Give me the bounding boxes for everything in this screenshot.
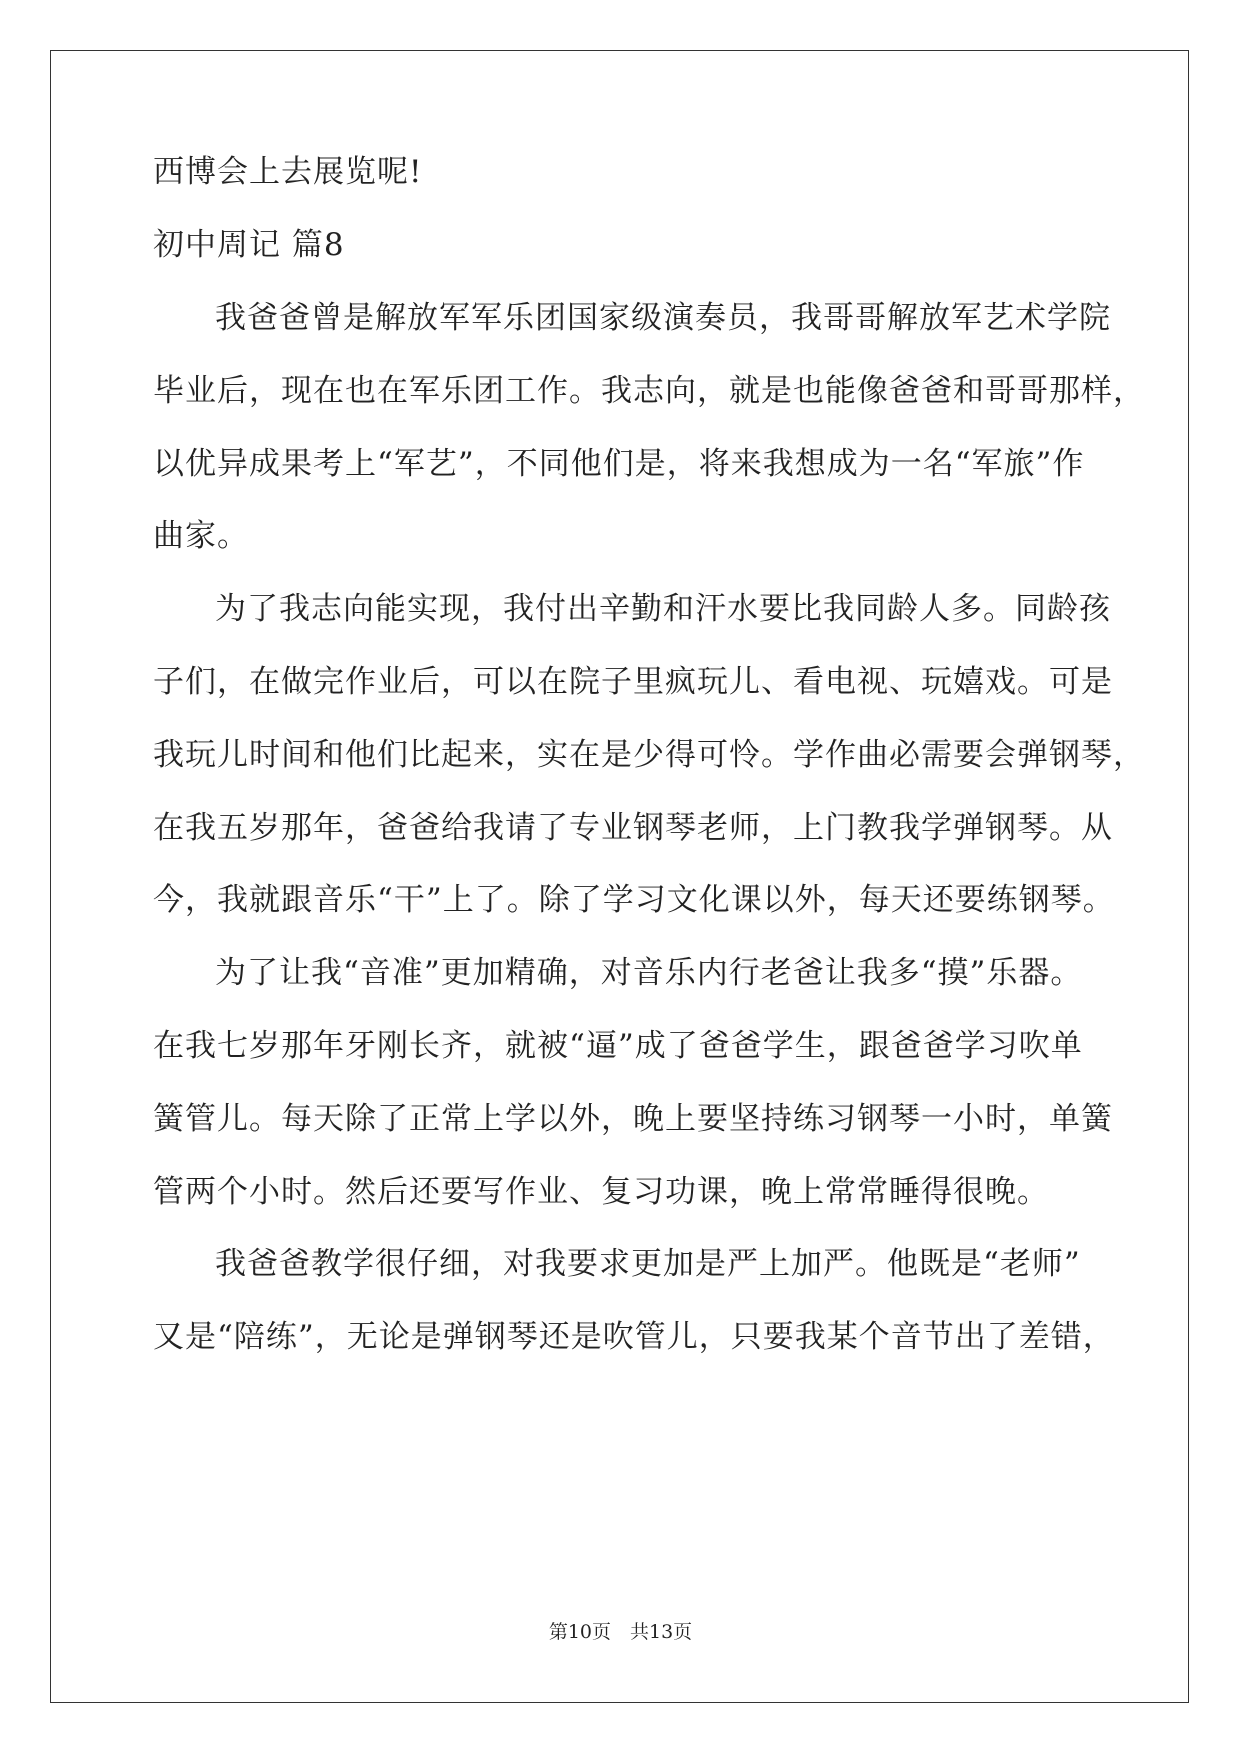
section-heading: 初中周记 篇8 bbox=[153, 227, 345, 263]
paragraph-3-line-3: 簧管儿。每天除了正常上学以外，晚上要坚持练习钢琴一小时，单簧 bbox=[153, 1101, 1113, 1137]
paragraph-4-line-2: 又是“陪练”，无论是弹钢琴还是吹管儿，只要我某个音节出了差错， bbox=[153, 1319, 1115, 1355]
paragraph-1-line-4: 曲家。 bbox=[153, 518, 249, 554]
page-number-footer: 第10页 共13页 bbox=[548, 1621, 693, 1643]
paragraph-2-line-1: 为了我志向能实现，我付出辛勤和汗水要比我同龄人多。同龄孩 bbox=[215, 591, 1111, 627]
paragraph-1-line-3: 以优异成果考上“军艺”，不同他们是，将来我想成为一名“军旅”作 bbox=[153, 446, 1085, 482]
paragraph-4-line-1: 我爸爸教学很仔细，对我要求更加是严上加严。他既是“老师” bbox=[215, 1246, 1081, 1282]
paragraph-2-line-4: 在我五岁那年，爸爸给我请了专业钢琴老师，上门教我学弹钢琴。从 bbox=[153, 810, 1113, 846]
paragraph-2-line-3: 我玩儿时间和他们比起来，实在是少得可怜。学作曲必需要会弹钢琴， bbox=[153, 737, 1145, 773]
paragraph-3-line-2: 在我七岁那年牙刚长齐，就被“逼”成了爸爸学生，跟爸爸学习吹单 bbox=[153, 1028, 1083, 1064]
paragraph-3-line-1: 为了让我“音准”更加精确，对音乐内行老爸让我多“摸”乐器。 bbox=[215, 955, 1083, 991]
paragraph-2-line-5: 今，我就跟音乐“干”上了。除了学习文化课以外，每天还要练钢琴。 bbox=[153, 882, 1115, 918]
paragraph-3-line-4: 管两个小时。然后还要写作业、复习功课，晚上常常睡得很晚。 bbox=[153, 1174, 1049, 1210]
paragraph-1-line-2: 毕业后，现在也在军乐团工作。我志向，就是也能像爸爸和哥哥那样， bbox=[153, 373, 1145, 409]
paragraph-2-line-2: 子们，在做完作业后，可以在院子里疯玩儿、看电视、玩嬉戏。可是 bbox=[153, 664, 1113, 700]
paragraph-1-line-1: 我爸爸曾是解放军军乐团国家级演奏员，我哥哥解放军艺术学院 bbox=[215, 300, 1111, 336]
text-line-1: 西博会上去展览呢! bbox=[153, 154, 423, 190]
